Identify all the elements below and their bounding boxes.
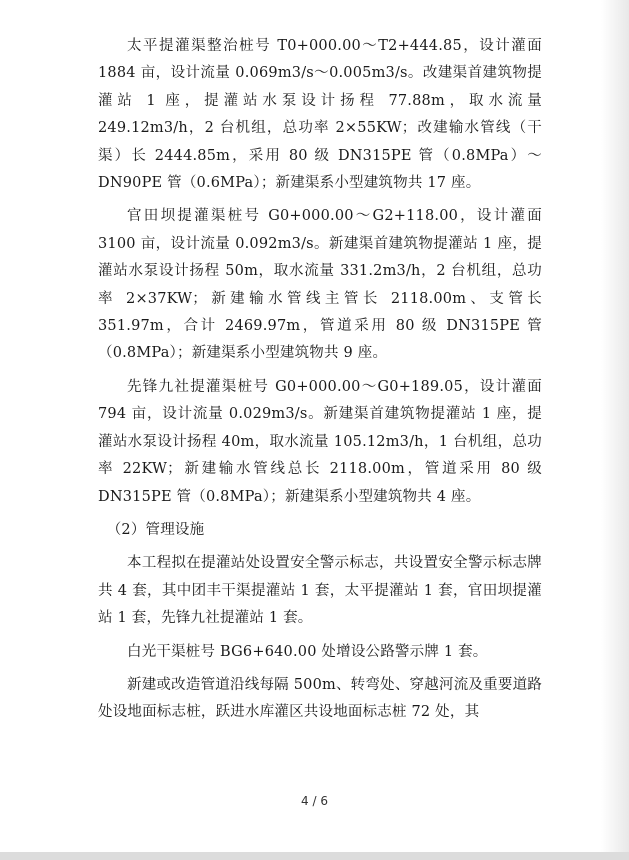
paragraph-taiping: 太平提灌渠整治桩号 T0+000.00～T2+444.85，设计灌面1884 亩，设计流量 0.069m3/s～0.005m3/s。改建渠首建筑物提灌站 1 座，提灌站水泵设计扬程 77.88m，取水流量 249.12m3/h，2 台机组，总功率 2×55KW；改建输水管线（干渠）长 2444.85m，采用 80 级 DN315PE 管（0.8MPa）～DN90PE 管（0.6MPa）；新建渠系小型建筑物共 17 座。 [98, 38, 542, 192]
paragraph-guantianba: 官田坝提灌渠桩号 G0+000.00～G2+118.00，设计灌面 3100 亩，设计流量 0.092m3/s。新建渠首建筑物提灌站 1 座，提灌站水泵设计扬程 50m，取水流量 331.2m3/h，2 台机组，总功率 2×37KW；新建输水管线主管长 2118.00m、支管长 351.97m，合计 2469.97m，管道采用 80 级 DN315PE 管（0.8MPa）；新建渠系小型建筑物共 9 座。 [98, 208, 542, 362]
section-heading-management: （2）管理设施 [106, 521, 205, 538]
page-bottom-edge [0, 852, 629, 860]
page-number: 4 / 6 [301, 794, 328, 808]
paragraph-marker-posts: 新建或改造管道沿线每隔 500m、转弯处、穿越河流及重要道路处设地面标志桩，跃进水库灌区共设地面标志桩 72 处，其 [98, 676, 542, 721]
document-body [98, 33, 542, 733]
paragraph-road-sign: 白光干渠桩号 BG6+640.00 处增设公路警示牌 1 套。 [127, 643, 488, 660]
paragraph-xianfeng: 先锋九社提灌渠桩号 G0+000.00～G0+189.05，设计灌面 794 亩，设计流量 0.029m3/s。新建渠首建筑物提灌站 1 座，提灌站水泵设计扬程 40m，取水流量 105.12m3/h，1 台机组，总功率 22KW；新建输水管线总长 2118.00m，管道采用 80 级 DN315PE 管（0.8MPa）；新建渠系小型建筑物共 4 座。 [98, 378, 542, 505]
page-edge-shadow [601, 0, 629, 860]
paragraph-warning-signs: 本工程拟在提灌站处设置安全警示标志，共设置安全警示标志牌共 4 套，其中团丰干渠提灌站 1 套，太平提灌站 1 套，官田坝提灌站 1 套，先锋九社提灌站 1 套。 [98, 555, 542, 627]
